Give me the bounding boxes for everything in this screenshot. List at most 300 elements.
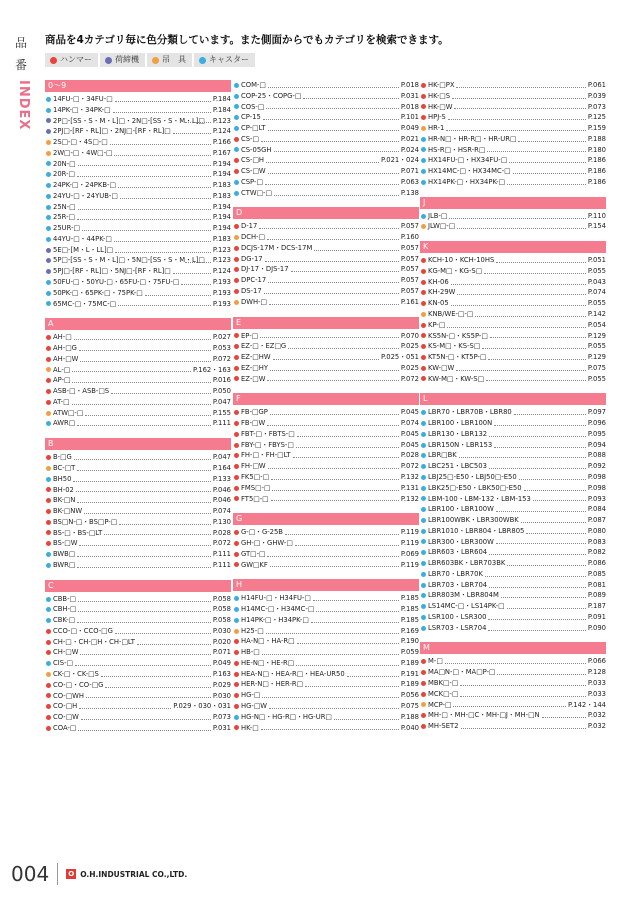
page-reference: P.193 xyxy=(212,299,231,308)
leader-dots xyxy=(273,355,380,360)
page-reference: P.057 xyxy=(400,243,419,252)
index-entry xyxy=(45,647,231,658)
index-entry xyxy=(420,255,606,266)
footer-divider xyxy=(57,863,58,885)
leader-dots xyxy=(118,183,211,188)
page-reference: P.111 xyxy=(212,419,231,428)
leader-dots xyxy=(272,486,398,491)
category-dot-icon xyxy=(421,593,426,598)
category-dot-icon xyxy=(46,194,51,199)
index-entry xyxy=(45,116,231,127)
index-entry xyxy=(420,710,606,721)
product-code: DWH-□ xyxy=(241,297,267,306)
leader-dots xyxy=(268,126,399,131)
index-entry xyxy=(45,506,231,517)
product-code: EZ-□HW xyxy=(241,353,271,362)
leader-dots xyxy=(77,618,211,623)
index-entry xyxy=(45,528,231,539)
section-header: A xyxy=(45,318,231,330)
index-entry xyxy=(45,452,231,463)
page-reference: P.055 xyxy=(587,342,606,351)
category-dot-icon xyxy=(234,278,239,283)
product-code: KH-29W xyxy=(428,288,456,297)
leader-dots xyxy=(445,659,586,664)
index-entry xyxy=(45,397,231,408)
page-reference: P.186 xyxy=(587,156,606,165)
product-code: LBR70・LBR70K xyxy=(428,569,483,578)
product-code: GT□-□ xyxy=(241,549,266,558)
leader-dots xyxy=(80,357,210,362)
product-code: HX14FU-□・HX34FU-□ xyxy=(428,156,508,165)
product-code: HK-□PX xyxy=(428,81,455,89)
index-entry xyxy=(420,450,606,461)
category-dot-icon xyxy=(234,344,239,349)
page-reference: P.167 xyxy=(212,148,231,157)
category-dot-icon xyxy=(234,552,239,557)
category-dot-icon xyxy=(421,224,426,229)
product-code: EZ-□・EZ□G xyxy=(241,342,287,351)
page-reference: P.189 xyxy=(400,680,419,689)
leader-dots xyxy=(137,640,211,645)
index-entry xyxy=(233,701,419,712)
page-reference: P.084 xyxy=(587,505,606,514)
product-code: 2PJ□-[RF・RL]□・2NJ□-[RF・RL]□ xyxy=(53,127,171,136)
leader-dots xyxy=(269,704,399,709)
page-reference: P.185 xyxy=(400,594,419,603)
page-reference: P.032 xyxy=(587,711,606,720)
page-reference: P.039 xyxy=(587,91,606,100)
product-code: HG-□W xyxy=(241,701,267,710)
product-code: G-□・G-25B xyxy=(241,528,283,537)
category-dot-icon xyxy=(46,541,51,546)
page-reference: P.028 xyxy=(212,528,231,537)
page-reference: P.057 xyxy=(400,254,419,263)
page-reference: P.188 xyxy=(400,712,419,721)
page-reference: P.030 xyxy=(212,626,231,635)
category-dot-icon xyxy=(46,151,51,156)
page-number: 004 xyxy=(11,862,50,886)
leader-dots xyxy=(460,681,586,686)
index-entry xyxy=(420,612,606,623)
category-dot-icon xyxy=(421,692,426,697)
leader-dots xyxy=(265,257,399,262)
page-reference: P.185 xyxy=(400,615,419,624)
page-reference: P.031 xyxy=(400,91,419,100)
category-dot-icon xyxy=(421,529,426,534)
category-dot-icon xyxy=(234,618,239,623)
leader-dots xyxy=(514,410,586,415)
leader-dots xyxy=(268,278,399,283)
page-reference: P.119 xyxy=(400,528,419,537)
category-dot-icon xyxy=(234,661,239,666)
product-code: HK-□S xyxy=(428,91,451,100)
page-reference: P.129 xyxy=(587,331,606,340)
index-entry xyxy=(233,363,419,374)
product-code: BWR□ xyxy=(53,560,76,569)
product-code: LBR703・LBR704 xyxy=(428,580,488,589)
leader-dots xyxy=(507,180,586,185)
index-entry xyxy=(420,91,606,102)
index-entry xyxy=(420,494,606,505)
category-dot-icon xyxy=(46,280,51,285)
category-dot-icon xyxy=(421,115,426,120)
category-dot-icon xyxy=(421,333,426,338)
leader-dots xyxy=(86,693,211,698)
index-entry xyxy=(45,549,231,560)
product-code: CBK-□ xyxy=(53,616,76,625)
leader-dots xyxy=(288,344,399,349)
product-code: D-17 xyxy=(241,222,258,231)
category-dot-icon xyxy=(421,83,426,88)
leader-dots xyxy=(303,94,399,99)
page-reference: P.058 xyxy=(212,616,231,625)
leader-dots xyxy=(507,561,585,566)
leader-dots xyxy=(485,572,586,577)
category-dot-icon xyxy=(421,410,426,415)
leader-dots xyxy=(72,378,210,383)
product-code: CS-□ xyxy=(241,134,259,143)
category-dot-icon xyxy=(234,246,239,251)
index-entry xyxy=(420,461,606,472)
product-code: 25UR-□ xyxy=(53,224,80,233)
category-dot-icon xyxy=(46,498,51,503)
product-code: LBR803M・LBR804M xyxy=(428,591,499,600)
index-entry xyxy=(420,483,606,494)
product-code: CH-□W xyxy=(53,648,79,657)
page-reference: P.080 xyxy=(587,526,606,535)
index-entry xyxy=(233,538,419,549)
product-code: M-□ xyxy=(428,657,443,666)
category-dot-icon xyxy=(234,715,239,720)
category-dot-icon xyxy=(46,258,51,263)
index-entry xyxy=(420,166,606,177)
leader-dots xyxy=(291,267,399,272)
category-dot-icon xyxy=(234,562,239,567)
leader-dots xyxy=(119,520,211,525)
leader-dots xyxy=(78,161,211,166)
category-dot-icon xyxy=(234,596,239,601)
product-code: CS-□H xyxy=(241,156,265,165)
product-code: 25N-□ xyxy=(53,202,76,211)
category-dot-icon xyxy=(421,366,426,371)
index-section xyxy=(233,513,419,570)
page-reference: P.050 xyxy=(212,387,231,396)
category-dot-icon xyxy=(46,530,51,535)
category-dot-icon xyxy=(46,226,51,231)
page-reference: P.073 xyxy=(212,713,231,722)
leader-dots xyxy=(85,411,211,416)
category-dot-icon xyxy=(234,300,239,305)
page-reference: P.119 xyxy=(400,560,419,569)
category-dot-icon xyxy=(421,137,426,142)
leader-dots xyxy=(79,704,171,709)
leader-dots xyxy=(271,475,399,480)
index-entry xyxy=(233,472,419,483)
section-header: J xyxy=(420,197,606,209)
page-reference: P.191 xyxy=(400,669,419,678)
category-dot-icon xyxy=(234,257,239,262)
page-footer xyxy=(11,862,187,886)
index-entry xyxy=(233,527,419,538)
category-dot-icon xyxy=(46,597,51,602)
page-reference: P.086 xyxy=(587,559,606,568)
product-code: HEA-N□・HEA-R□・HEA-UR50 xyxy=(241,669,345,678)
index-entry xyxy=(420,569,606,580)
page-reference: P.069 xyxy=(400,549,419,558)
leader-dots xyxy=(271,496,399,501)
category-dot-icon xyxy=(46,487,51,492)
index-section xyxy=(45,438,231,570)
category-dot-icon xyxy=(421,453,426,458)
product-code: LBR70・LBR70B・LBR80 xyxy=(428,408,512,417)
page-reference: P.194 xyxy=(212,159,231,168)
leader-dots xyxy=(449,214,585,219)
page-reference: P.075 xyxy=(400,701,419,710)
index-entry xyxy=(420,221,606,232)
product-code: CBH-□ xyxy=(53,605,77,614)
page-reference: P.071 xyxy=(400,167,419,176)
page-reference: P.089 xyxy=(587,591,606,600)
index-entry xyxy=(233,155,419,166)
index-entry xyxy=(233,615,419,626)
index-entry xyxy=(233,374,419,385)
page-reference: P.071 xyxy=(212,648,231,657)
category-dot-icon xyxy=(234,94,239,99)
leader-dots xyxy=(105,683,210,688)
index-entry xyxy=(45,255,231,266)
product-code: ATW□-□ xyxy=(53,408,84,417)
category-dot-icon xyxy=(421,376,426,381)
leader-dots xyxy=(72,367,191,372)
page-reference: P.183 xyxy=(212,191,231,200)
leader-dots xyxy=(542,713,586,718)
category-dot-icon xyxy=(46,726,51,731)
page-reference: P.031 xyxy=(212,723,231,732)
leader-dots xyxy=(484,269,586,274)
index-section xyxy=(420,80,606,188)
category-dot-icon xyxy=(46,205,51,210)
product-code: CS-□W xyxy=(241,167,266,176)
page-reference: P.101 xyxy=(400,113,419,122)
product-code: H14FU-□・H34FU-□ xyxy=(241,594,311,603)
category-dot-icon xyxy=(46,118,51,123)
legend-item xyxy=(45,53,98,67)
product-code: KW-M□・KW-S□ xyxy=(428,374,485,383)
category-dot-icon xyxy=(46,650,51,655)
product-code: LSR100・LSR300 xyxy=(428,612,487,621)
index-entry xyxy=(233,626,419,637)
index-entry xyxy=(420,352,606,363)
index-section xyxy=(233,207,419,307)
product-code: LBR100WBK・LBR300WBK xyxy=(428,516,519,525)
leader-dots xyxy=(79,346,211,351)
page-reference: P.189 xyxy=(400,658,419,667)
product-code: BC-□T xyxy=(53,463,76,472)
category-dot-icon xyxy=(46,97,51,102)
index-section xyxy=(45,80,231,309)
page-reference: P.125 xyxy=(587,113,606,122)
category-dot-icon xyxy=(46,618,51,623)
product-code: 25R-□ xyxy=(53,213,75,222)
leader-dots xyxy=(475,312,586,317)
leader-dots xyxy=(84,509,211,514)
product-code: 2S□-□・4S□-□ xyxy=(53,138,108,147)
page-reference: P.045 xyxy=(400,408,419,417)
index-entry xyxy=(233,593,419,604)
category-dot-icon xyxy=(234,267,239,272)
product-code: KNB/WE-□-□ xyxy=(428,310,474,319)
index-entry xyxy=(45,723,231,734)
product-code: LBR603BK・LBR703BK xyxy=(428,559,506,568)
leader-dots xyxy=(267,235,399,240)
page-reference: P.046 xyxy=(212,496,231,505)
category-dot-icon xyxy=(421,258,426,263)
index-entry xyxy=(233,647,419,658)
index-column-1 xyxy=(45,80,231,743)
product-code: HX14PK-□・HX34PK-□ xyxy=(428,177,506,186)
index-entry xyxy=(233,112,419,123)
page-reference: P.194 xyxy=(212,213,231,222)
index-entry xyxy=(45,148,231,159)
index-entry xyxy=(45,105,231,116)
index-entry xyxy=(233,221,419,232)
index-entry xyxy=(45,615,231,626)
index-entry xyxy=(45,712,231,723)
index-entry xyxy=(45,538,231,549)
index-entry xyxy=(420,429,606,440)
category-dot-icon xyxy=(421,290,426,295)
category-dot-icon xyxy=(234,443,239,448)
page-reference: P.049 xyxy=(400,124,419,133)
index-entry xyxy=(233,341,419,352)
index-section xyxy=(420,197,606,233)
product-code: CK-□・CK-□S xyxy=(53,669,99,678)
index-entry xyxy=(45,701,231,712)
leader-dots xyxy=(77,563,211,568)
legend-label: 吊 具 xyxy=(162,55,186,64)
page-reference: P.024 xyxy=(400,145,419,154)
product-code: 65MC-□・75MC-□ xyxy=(53,299,117,308)
category-dot-icon xyxy=(234,126,239,131)
product-code: HS-R□・HSR-R□ xyxy=(428,145,486,154)
category-dot-icon xyxy=(234,147,239,152)
page-reference: P.085 xyxy=(587,569,606,578)
index-entry xyxy=(420,287,606,298)
page-reference: P.055 xyxy=(587,374,606,383)
leader-dots xyxy=(305,682,399,687)
index-entry xyxy=(233,690,419,701)
leader-dots xyxy=(261,725,399,730)
page-reference: P.130 xyxy=(212,517,231,526)
index-entry xyxy=(45,517,231,528)
product-code: CBB-□ xyxy=(53,594,76,603)
page-reference: P.057 xyxy=(400,276,419,285)
page-reference: P.131 xyxy=(400,483,419,492)
product-code: DS-17 xyxy=(241,287,262,296)
product-code: CO-□W xyxy=(53,713,79,722)
category-dot-icon xyxy=(199,57,206,64)
page-reference: P.194 xyxy=(212,170,231,179)
category-dot-icon xyxy=(421,126,426,131)
category-dot-icon xyxy=(421,355,426,360)
index-entry xyxy=(45,137,231,148)
index-entry xyxy=(420,526,606,537)
product-code: LSR703・LSR704 xyxy=(428,623,487,632)
leader-dots xyxy=(145,291,211,296)
index-entry xyxy=(233,483,419,494)
index-entry xyxy=(420,112,606,123)
leader-dots xyxy=(259,224,398,229)
product-code: LBJ25□-E50・LBJ50□-E50 xyxy=(428,472,517,481)
product-code: EP-□ xyxy=(241,331,259,340)
category-dot-icon xyxy=(234,486,239,491)
page-reference: P.057 xyxy=(400,287,419,296)
page-reference: P.053 xyxy=(212,344,231,353)
category-dot-icon xyxy=(421,713,426,718)
index-entry xyxy=(420,374,606,385)
index-entry xyxy=(45,159,231,170)
index-entry xyxy=(45,354,231,365)
product-code: AWR□ xyxy=(53,419,76,428)
product-code: MCP-□ xyxy=(428,700,452,709)
legend-label: ハンマー xyxy=(60,55,92,64)
product-code: 44YU-□・44PK-□ xyxy=(53,234,112,243)
page-reference: P.018 xyxy=(400,102,419,111)
leader-dots xyxy=(263,115,399,120)
category-dot-icon xyxy=(46,693,51,698)
page-reference: P.057 xyxy=(400,222,419,231)
leader-dots xyxy=(496,258,586,263)
page-reference: P.185 xyxy=(400,605,419,614)
leader-dots xyxy=(72,400,211,405)
index-entry xyxy=(45,332,231,343)
category-dot-icon xyxy=(46,421,51,426)
leader-dots xyxy=(297,432,399,437)
page-reference: P.055 xyxy=(587,299,606,308)
leader-dots xyxy=(115,97,211,102)
leader-dots xyxy=(104,530,211,535)
page-reference: P.066 xyxy=(587,657,606,666)
leader-dots xyxy=(77,215,211,220)
category-dot-icon xyxy=(46,715,51,720)
leader-dots xyxy=(513,169,586,174)
page-reference: P.119 xyxy=(400,539,419,548)
product-code: HG-N□・HG-R□・HG-UR□ xyxy=(241,712,332,721)
product-code: H25-□ xyxy=(241,626,264,635)
product-code: BS-□・BS-□LT xyxy=(53,528,103,537)
category-dot-icon xyxy=(46,335,51,340)
product-code: FB-□W xyxy=(241,419,266,428)
category-dot-icon xyxy=(234,333,239,338)
index-entry xyxy=(233,134,419,145)
page-reference: P.018 xyxy=(400,81,419,89)
page-reference: P.129 xyxy=(587,353,606,362)
legend-label: キャスター xyxy=(209,55,249,64)
leader-dots xyxy=(81,715,211,720)
section-header: M xyxy=(420,642,606,654)
category-dot-icon xyxy=(234,115,239,120)
category-dot-icon xyxy=(234,704,239,709)
product-code: COM-□ xyxy=(241,81,266,89)
index-entry xyxy=(233,80,419,91)
leader-dots xyxy=(114,151,210,156)
page-reference: P.059 xyxy=(400,648,419,657)
product-code: 5P□-[SS・S・M・L]□・5N□-[SS・S・M・L]□ xyxy=(53,256,205,265)
index-entry xyxy=(420,721,606,732)
category-dot-icon xyxy=(234,224,239,229)
page-reference: P.021・024 xyxy=(381,156,419,165)
leader-dots xyxy=(268,83,399,88)
